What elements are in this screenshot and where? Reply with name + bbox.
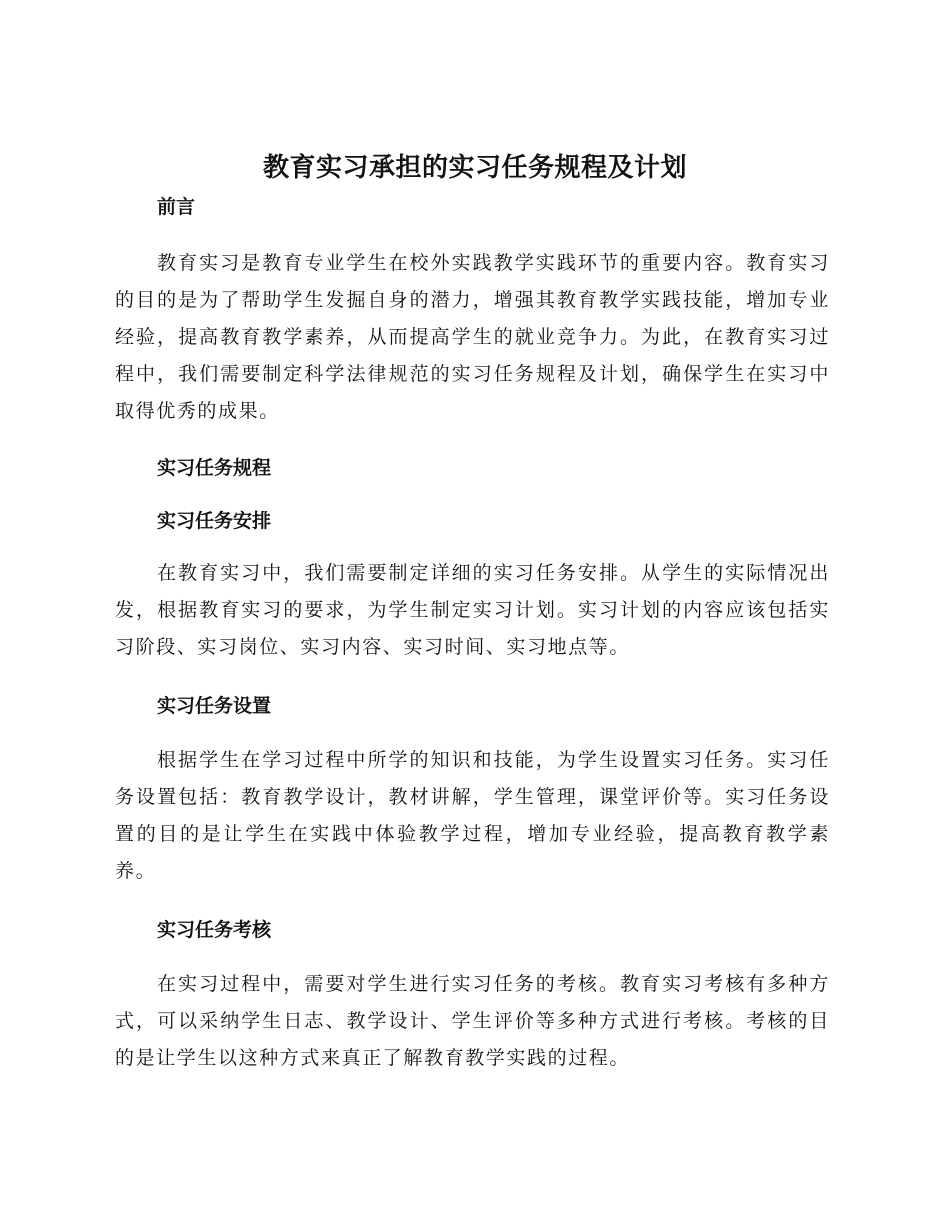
document-title: 教育实习承担的实习任务规程及计划: [262, 153, 687, 183]
section-paragraph-preface: 教育实习是教育专业学生在校外实践教学实践环节的重要内容。教育实习的目的是为了帮助学生发掘自身的潜力，增强其教育教学实践技能，增加专业经验，提高教育教学素养，从而提高学生的就业竞争力。为此，在教育实习过程中，我们需要制定科学法律规范的实习任务规程及计划，确保学生在实习中取得优秀的成果。: [115, 252, 830, 422]
section-heading-preface: 前言: [157, 196, 196, 218]
section-paragraph-task-arrangement: 在教育实习中，我们需要制定详细的实习任务安排。从学生的实际情况出发，根据教育实习的要求，为学生制定实习计划。实习计划的内容应该包括实习阶段、实习岗位、实习内容、实习时间、实习地点等。: [115, 562, 830, 658]
section-heading-task-arrangement: 实习任务安排: [157, 510, 272, 532]
section-heading-task-assessment: 实习任务考核: [157, 919, 272, 941]
section-heading-task-rules: 实习任务规程: [157, 457, 272, 479]
section-paragraph-task-setup: 根据学生在学习过程中所学的知识和技能，为学生设置实习任务。实习任务设置包括：教育教学设计，教材讲解，学生管理，课堂评价等。实习任务设置的目的是让学生在实践中体验教学过程，增加专业经验，提高教育教学素养。: [115, 749, 830, 882]
document-body: [115, 192, 830, 1077]
section-paragraph-task-assessment: 在实习过程中，需要对学生进行实习任务的考核。教育实习考核有多种方式，可以采纳学生日志、教学设计、学生评价等多种方式进行考核。考核的目的是让学生以这种方式来真正了解教育教学实践的过程。: [115, 973, 830, 1069]
section-heading-task-setup: 实习任务设置: [157, 695, 272, 717]
